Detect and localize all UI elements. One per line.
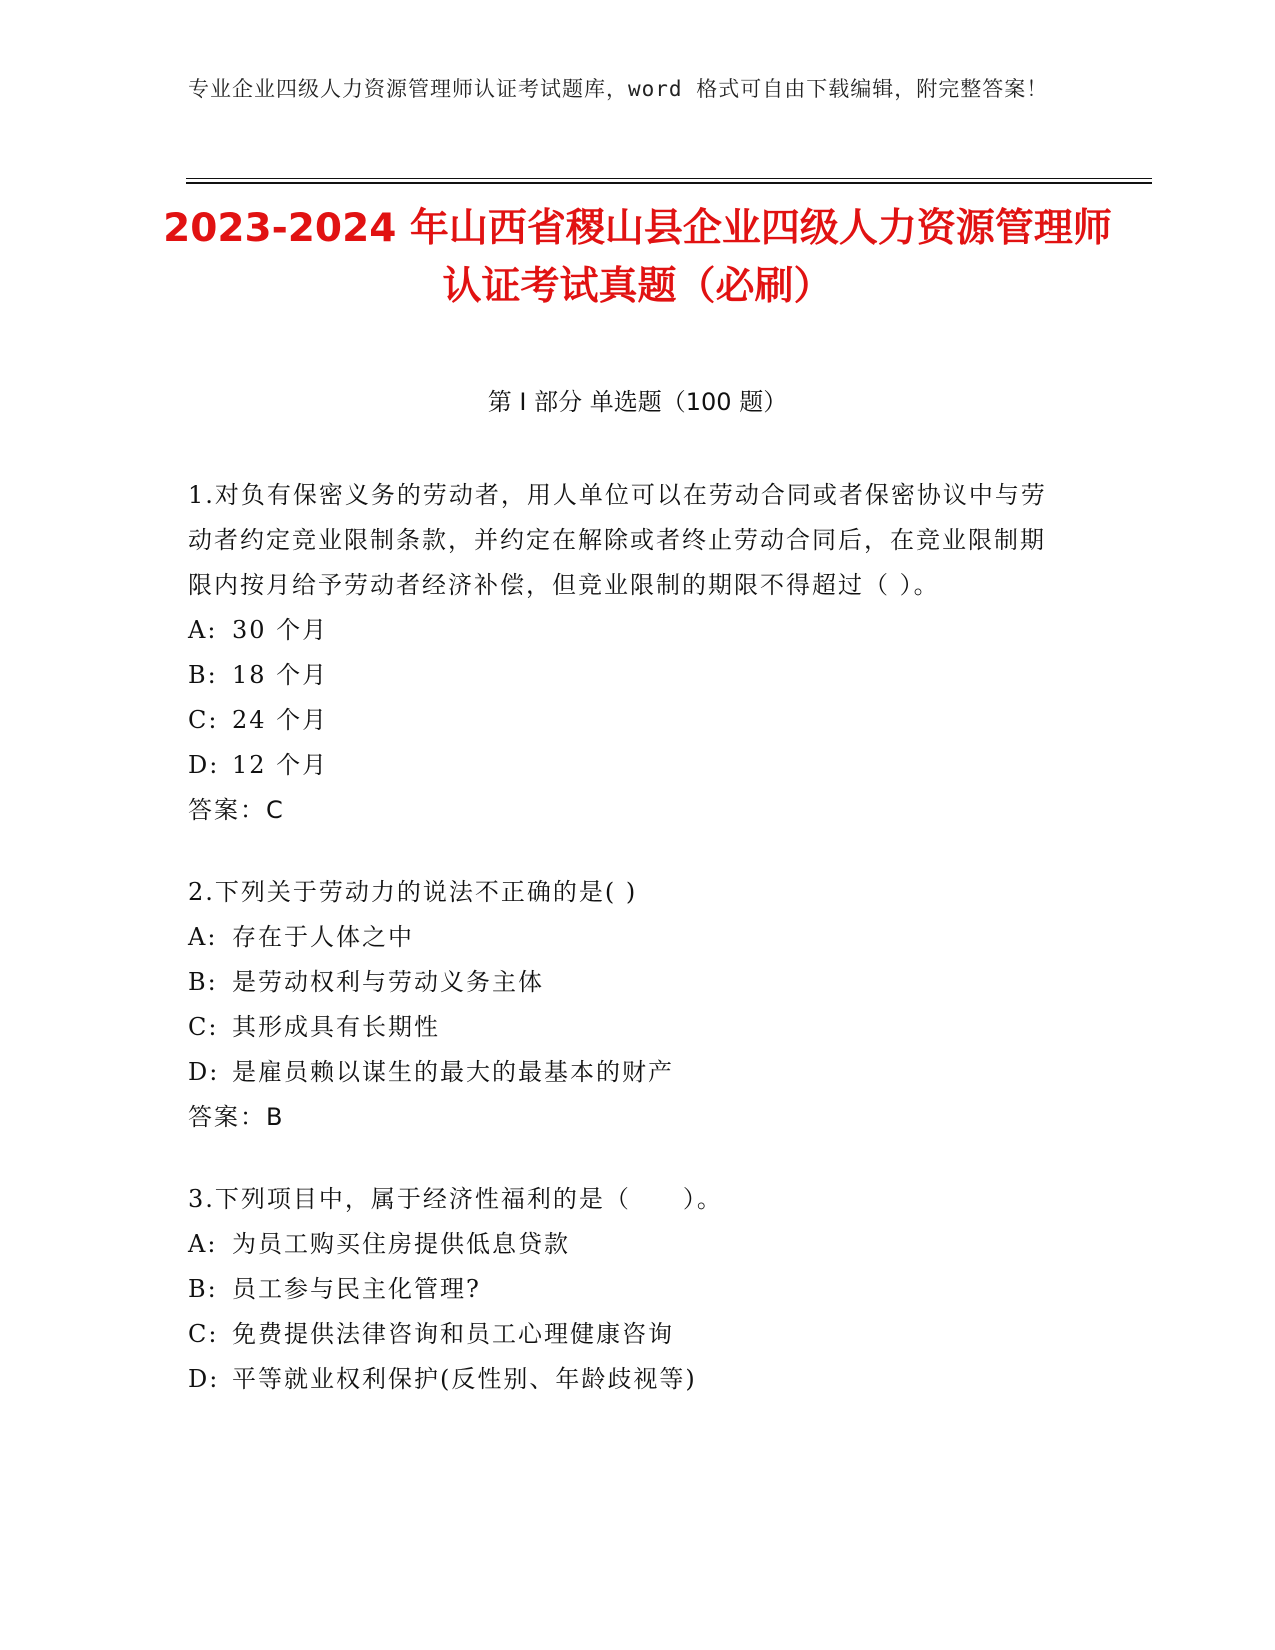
option-text: 平等就业权利保护(反性别、年龄歧视等) bbox=[232, 1365, 697, 1393]
question-3 bbox=[188, 1177, 1068, 1402]
option-text: 24 个月 bbox=[232, 706, 329, 734]
option-key: C: bbox=[188, 1320, 219, 1348]
option-text: 30 个月 bbox=[232, 616, 329, 644]
option-b bbox=[188, 1267, 1068, 1312]
option-text: 是劳动权利与劳动义务主体 bbox=[232, 968, 544, 996]
option-key: A: bbox=[188, 1230, 218, 1258]
question-2 bbox=[188, 870, 1068, 1140]
option-key: A: bbox=[188, 616, 218, 644]
document-title: 2023-2024 年山西省稷山县企业四级人力资源管理师认证考试真题（必刷） bbox=[163, 206, 1112, 309]
question-stem: 2.下列关于劳动力的说法不正确的是( ) bbox=[188, 878, 638, 906]
option-b bbox=[188, 653, 1068, 698]
option-key: B: bbox=[188, 661, 218, 689]
header-note: 专业企业四级人力资源管理师认证考试题库，word 格式可自由下载编辑，附完整答案！ bbox=[188, 77, 1049, 101]
question-stem: 1.对负有保密义务的劳动者，用人单位可以在劳动合同或者保密协议中与劳动者约定竞业限制条款，并约定在解除或者终止劳动合同后，在竞业限制期限内按月给予劳动者经济补偿，但竞业限制的期限不得超过（ ）。 bbox=[188, 481, 1047, 599]
option-text: 免费提供法律咨询和员工心理健康咨询 bbox=[232, 1320, 674, 1348]
option-d bbox=[188, 1050, 1068, 1095]
option-text: 为员工购买住房提供低息贷款 bbox=[232, 1230, 570, 1258]
option-text: 12 个月 bbox=[232, 751, 329, 779]
header-divider-thick bbox=[186, 182, 1152, 184]
option-d bbox=[188, 743, 1068, 788]
option-b bbox=[188, 960, 1068, 1005]
option-c bbox=[188, 1005, 1068, 1050]
option-a bbox=[188, 915, 1068, 960]
question-list bbox=[188, 473, 1068, 1439]
option-text: 员工参与民主化管理? bbox=[232, 1275, 481, 1303]
question-1 bbox=[188, 473, 1068, 833]
option-c bbox=[188, 698, 1068, 743]
answer-line: 答案：B bbox=[188, 1103, 285, 1131]
option-key: D: bbox=[188, 1058, 220, 1086]
option-text: 存在于人体之中 bbox=[232, 923, 414, 951]
option-text: 18 个月 bbox=[232, 661, 329, 689]
option-key: B: bbox=[188, 1275, 218, 1303]
option-key: C: bbox=[188, 1013, 219, 1041]
question-stem: 3.下列项目中，属于经济性福利的是（ ）。 bbox=[188, 1185, 723, 1213]
option-key: B: bbox=[188, 968, 218, 996]
option-key: D: bbox=[188, 1365, 220, 1393]
option-text: 是雇员赖以谋生的最大的最基本的财产 bbox=[232, 1058, 674, 1086]
option-key: D: bbox=[188, 751, 220, 779]
answer-line: 答案：C bbox=[188, 796, 285, 824]
option-text: 其形成具有长期性 bbox=[232, 1013, 440, 1041]
option-key: C: bbox=[188, 706, 219, 734]
option-a bbox=[188, 608, 1068, 653]
option-key: A: bbox=[188, 923, 218, 951]
option-c bbox=[188, 1312, 1068, 1357]
header-divider-thin bbox=[186, 178, 1152, 179]
section-heading: 第 I 部分 单选题（100 题） bbox=[487, 388, 788, 416]
option-a bbox=[188, 1222, 1068, 1267]
option-d bbox=[188, 1357, 1068, 1402]
